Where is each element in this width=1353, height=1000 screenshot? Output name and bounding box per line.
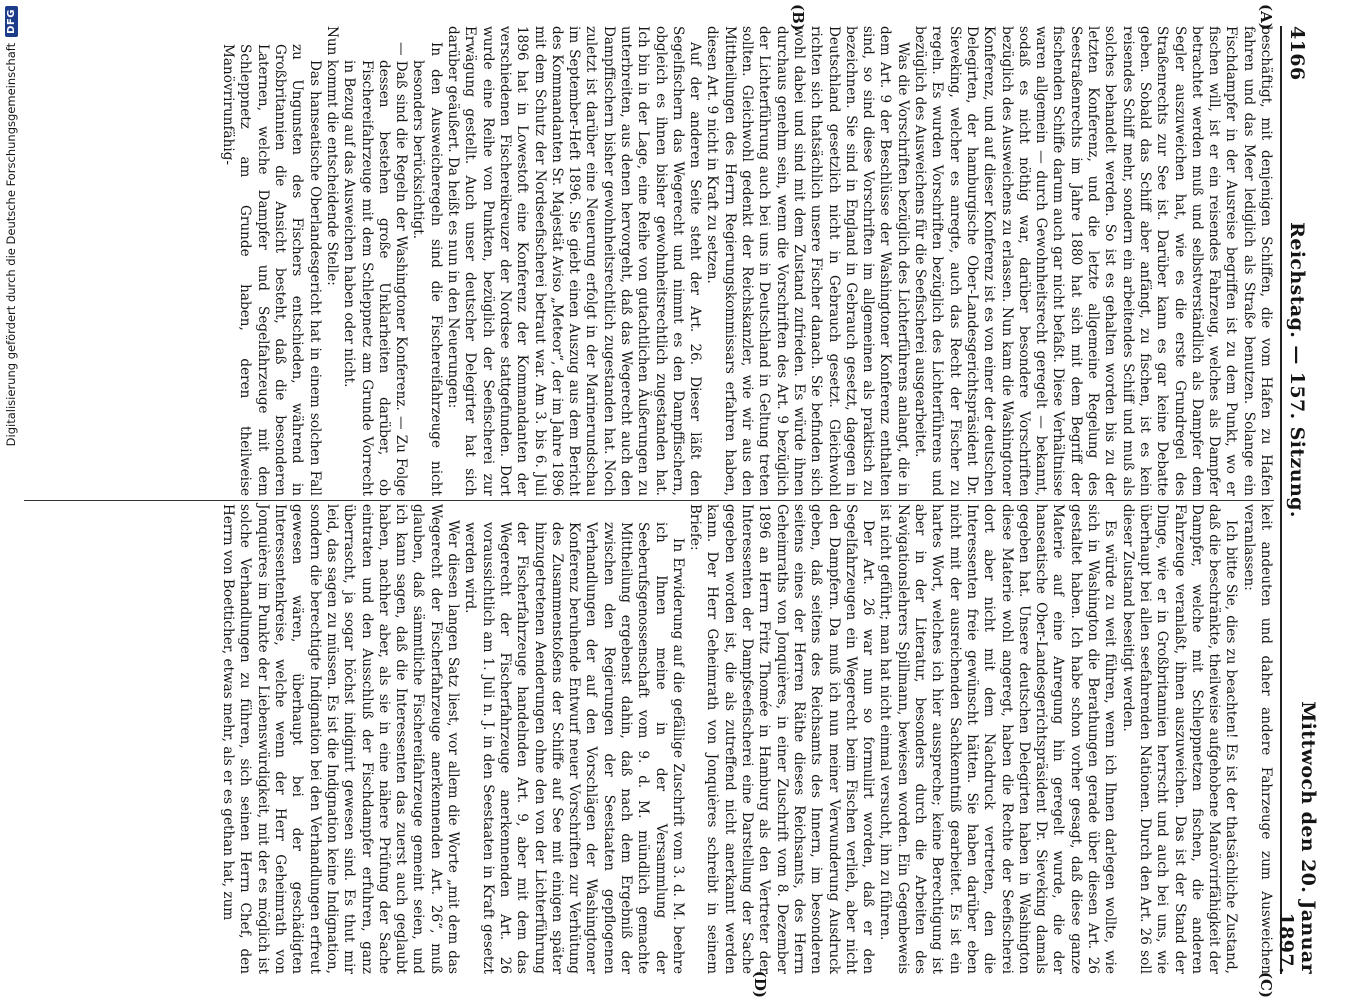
session-title: Reichstag. — 157. Sitzung.: [1286, 222, 1308, 518]
right-column: [24, 504, 1275, 998]
digitization-credit: Digitalisierung gefördert durch die Deutsche Forschungsgemeinschaft: [4, 42, 18, 447]
right-column-paragraph: Der Art. 26 war nun so formulirt worden, daß er den Segelfahrzeugen ein Wegerecht beim Fischen verlieh, aber nicht den Dampfern. Da muß ich nun meiner Verwunderung Ausdruck geben, daß seitens des Reichsamts des Innern, im besonderen seitens eines der Herren Räthe dieses Reichsamts, des Herrn Geheimraths von Jonquières, in einer Zuschrift vom 8. Dezember 1896 an Herrn Fritz Thomée in Hamburg als den Vertreter der Interessenten der Dampfseefischerei eine Darstellung der Sache gegeben worden ist, die als zutreffend nicht anerkannt werden kann. Der Herr Geheimrath von Jonquières schreibt in seinem Briefe:: [687, 504, 877, 974]
margin-letter-b: (B): [789, 4, 807, 31]
page-header: [1275, 26, 1319, 974]
right-column-paragraph: keit andeuten und daher andere Fahrzeuge zum Ausweichen veranlassen:: [1240, 504, 1274, 974]
left-column: [24, 4, 1275, 496]
left-column-paragraph: — Daß sind die Regeln der Washingtoner Konferenz. — Zu Folge dessen bestehen große Unklarheiten darüber, ob Fischereifahrzeuge mit dem Schleppnetz am Grunde Vorrecht in Bezug auf das Ausweichen haben oder nicht.: [341, 42, 410, 496]
margin-letter-d: (D): [751, 970, 769, 998]
margin-letter-c: (C): [1257, 971, 1275, 998]
dfg-logo: DFG: [5, 6, 18, 37]
left-column-paragraph: Das hanseatische Oberlandesgericht hat in einem solchen Fall zu Ungunsten des Fischers entschieden, während in Großbritannien die Ansicht besteht, daß die besonderen Laternen, welche Dampfer und Segelfahrzeuge mit dem Schleppnetz am Grunde haben, deren theilweise Manövrirunfähig-: [220, 44, 323, 496]
left-column-paragraph: Was die Vorschriften bezüglich des Lichterführens anlangt, die in dem Art. 9 der Beschlüsse der Washingtoner Konferenz enthalten sind, so sind diese Vorschriften im allgemeinen als praktisch zu bezeichnen. Sie sind in England in Gebrauch gesetzt, dagegen in Deutschland gesetzlich nicht in Gebrauch gesetzt. Gleichwohl richten sich thatsächlich unsere Fischer danach. Sie befinden sich wohl dabei und sind mit dem Zustand zufrieden. Es würde ihnen durchaus genehm sein, wenn die Vorschriften des Art. 9 bezüglich der Lichterführung auch bei uns in Deutschland in Geltung treten sollten. Gleichwohl gedenkt der Reichskanzler, wie wir aus den Mittheilungen des Herrn Regierungskommissars erfahren haben, diesen Art. 9 nicht in Kraft zu setzen.: [704, 26, 911, 496]
right-column-paragraph: In Erwiderung auf die gefällige Zuschrift vom 3. d. M. beehre ich Ihnen meine in der Versammlung der Seeberufsgenossenschaft vom 9. d. M. mündlich gemachte Mittheilung ergebenst dahin, daß nach dem Ergebniß der zwischen den Regierungen der Seestaaten gepflogenen Verhandlungen der auf den Vorschlägen der Washingtoner Konferenz beruhende Entwurf neuer Vorschriften zur Verhütung des Zusammenstoßens der Schiffe auf See mit einigen später hinzugetretenen Aenderungen ohne den von der Lichterführung der Fischerfahrzeuge handelnden Art. 9, aber mit dem das Wegerecht der Fischerfahrzeuge anerkennenden Art. 26 voraussichtlich am 1. Juli n. J. in den Seestaaten in Kraft gesetzt werden wird.: [462, 522, 686, 974]
column-divider: [24, 500, 1274, 501]
page-number: 4166: [1286, 26, 1308, 81]
margin-letter-a: (A): [1257, 4, 1275, 30]
left-column-paragraph: Auf der anderen Seite steht der Art. 26. Dieser läßt den Segelfischern das Wegerecht und nimmt es den Dampffischern, obgleich es ihnen bisher gewohnheitsrechtlich zugestanden hat. Ich bin in der Lage, eine Reihe von gutachtlichen Äußerungen zu unterbreiten, aus denen hervorgeht, daß das Wegerecht auch den Dampffischern bisher gewohnheitsrechtlich zugestanden hat. Noch zuletzt ist darüber eine Neuerung erfolgt in der Marinerundschau im September-Heft 1896. Sie giebt einen Auszug aus dem Bericht des Kommandanten Sr. Majestät Aviso „Meteor“, der im Jahre 1896 mit dem Schutz der Nordseefischerei betraut war. Am 3. bis 6. Juli 1896 hat in Lowestoft eine Konferenz der Kommandanten der verschiedenen Fischereikreuzer der Nordsee stattgefunden. Dort wurde eine Reihe von Punkten, bezüglich der Seefischerei zur Erwägung gestellt. Auch unser deutscher Delegirter hat sich darüber geäußert. Da heißt es nun in den Neuerungen:: [445, 26, 704, 496]
right-column-paragraph: Ich bitte Sie, dies zu beachten! Es ist der thatsächliche Zustand, daß die beschränkte, theilweise aufgehobene Manövrirfähigkeit der Dampfer, welche mit Schleppnetzen fischen, die anderen Fahrzeuge veranlaßt, ihnen auszuweichen. Das ist der Stand der Dinge, wie er in Großbritannien herrscht und auch bei uns, wie überhaupt bei allen seefahrenden Nationen. Durch den Art. 26 soll dieser Zustand beseitigt werden.: [1119, 504, 1240, 974]
right-column-paragraph: Wer diesen langen Satz liest, vor allem die Worte „mit dem das Wegerecht der Fischerfahrzeuge anerkennenden Art. 26“, muß glauben, daß sämmtliche Fischereifahrzeuge gemeint seien, und ich kann sagen, daß die Interessenten das zuerst auch geglaubt haben, nachher aber, als sie in eine nähere Prüfung der Sache eintraten und den Ausschluß der Fischdampfer erfuhren, ganz überrascht, ja sogar höchst indignirt gewesen sind. Es thut mir leid, das sagen zu müssen. Es ist die Indignation keine Indignation, sondern die berechtigte Indignation bei den Verhandlungen erfreut gewesen wären, überhaupt bei der geschädigten Interessentenkreise, welche wenn der Herr Geheimrath von Jonquières im Punkte der Liebenswürdigkeit, mit der es möglich ist solche Verhandlungen zu führen, sich seinen Herrn Chef, den Herrn von Boetticher, etwas mehr, als er es gethan hat, zum: [220, 504, 462, 974]
left-column-paragraph: In den Ausweicheregeln sind die Fischereifahrzeuge nicht besonders berücksichtigt.: [410, 42, 444, 496]
text-columns: [24, 4, 1275, 998]
left-column-paragraph: beschäftigt, mit denjenigen Schiffen, die vom Hafen zu Hafen fahren und das Meer lediglich als Straße benutzen. Solange ein Fischdampfer in der Ausreise begriffen ist zu dem Punkt, wo er fischen will, ist er ein reisendes Fahrzeug, welches als Dampfer betrachtet werden muß und selbstverständlich als Dampfer dem Segler auszuweichen hat, wie es die erste Grundregel des Straßenrechts zur See ist. Darüber kann es gar keine Debatte geben. Sobald das Schiff aber anfängt, zu fischen, ist es kein reisendes Schiff mehr, sondern ein arbeitendes Schiff und muß als solches behandelt werden. So ist es gehalten worden bis zu der letzten Konferenz, und die letzte allgemeine Regelung des Seestraßenrechts im Jahre 1880 hat sich mit dem Begriff der fischenden Schiffe darum auch gar nicht befaßt. Diese Verhältnisse waren allgemein — durch Gewohnheitsrecht geregelt — bekannt, sodaß es nicht nöthig war, darüber besondere Vorschriften bezüglich des Ausweichens zu erlassen. Nun kam die Washingtoner Konferenz, und auf dieser Konferenz ist es von einer der deutschen Delegirten, der hamburgische Ober-Landesgerichtspräsident Dr. Sieveking, welcher es anregte, auch das Recht der Fischer zu regeln. Es wurden Vorschriften bezüglich des Lichterführens und bezüglich des Ausweichens für die Seefischerei ausgearbeitet.: [912, 26, 1274, 496]
digitization-footer: [0, 0, 22, 1000]
left-column-paragraph: Nun kommt die entscheidende Stelle:: [323, 26, 340, 286]
right-column-paragraph: Es würde zu weit führen, wenn ich Ihnen darlegen wollte, wie sich in Washington die Berathungen gerade über diesen Art. 26 gestaltet haben. Ich habe schon vorher gesagt, daß diese ganze Materie auf eine Anregung hin geregelt wurde, die der hanseatische Ober-Landesgerichtspräsident Dr. Sieveking damals gegeben hat. Unsere deutschen Delegirten haben in Washington diese Materie wohl angeregt, haben die Rechte der Seefischerei dort aber nicht mit dem Nachdruck vertreten, den die Interessenten freie gewünscht hätten. Sie haben darüber eben nicht mit der ausreichenden Sachkenntniß gearbeitet. Es ist ein hartes Wort, welches ich hier ausspreche; keine Berechtigung ist aber in der Literatur, besonders durch die Arbeiten des Navigationslehrers Spillmann, bewiesen worden. Ein Gegenbeweis ist nicht geführt; man hat nicht einmal versucht, ihn zu führen.: [877, 504, 1119, 974]
session-date: Mittwoch den 20. Januar 1897.: [1275, 701, 1319, 974]
